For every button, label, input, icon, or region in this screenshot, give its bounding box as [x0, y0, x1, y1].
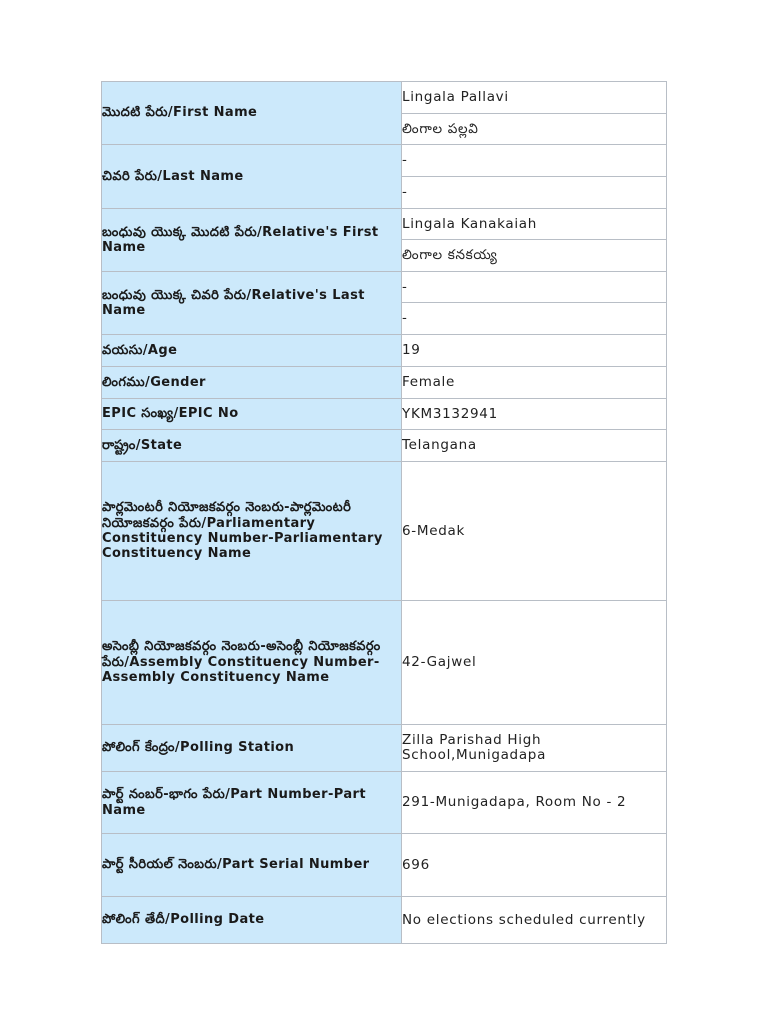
row-label-epic-no: EPIC సంఖ్య/EPIC No: [102, 399, 402, 430]
row-label-polling-station: పోలింగ్ కేంద్రం/Polling Station: [102, 725, 402, 772]
row-label-last-name: చివరి పేరు/Last Name: [102, 145, 402, 209]
row-label-state: రాష్ట్రం/State: [102, 430, 402, 462]
row-value-polling-station: Zilla Parishad High School,Munigadapa: [402, 725, 667, 772]
table-row-assembly-constituency: [102, 601, 667, 725]
row-value-relative-last-name-te: -: [402, 303, 667, 335]
row-value-last-name-en: -: [402, 145, 667, 177]
row-value-relative-first-name-te: లింగాల కనకయ్య: [402, 240, 667, 272]
voter-details-table: [101, 81, 667, 944]
row-label-part-serial-number: పార్ట్ సీరియల్ నెంబరు/Part Serial Number: [102, 834, 402, 897]
table-row-polling-station: [102, 725, 667, 772]
row-value-first-name-en: Lingala Pallavi: [402, 82, 667, 114]
row-value-part-number: 291-Munigadapa, Room No - 2: [402, 772, 667, 834]
row-label-first-name: మొదటి పేరు/First Name: [102, 82, 402, 145]
row-label-relative-last-name: బంధువు యొక్క చివరి పేరు/Relative's Last Name: [102, 272, 402, 335]
row-value-relative-last-name-en: -: [402, 272, 667, 303]
row-label-part-number: పార్ట్ నంబర్-భాగం పేరు/Part Number-Part Name: [102, 772, 402, 834]
table-row-part-number: [102, 772, 667, 834]
table-row-last-name: [102, 145, 667, 177]
row-label-gender: లింగము/Gender: [102, 367, 402, 399]
row-value-polling-date: No elections scheduled currently: [402, 897, 667, 944]
table-row-polling-date: [102, 897, 667, 944]
table-row-relative-first-name: [102, 209, 667, 240]
row-value-part-serial-number: 696: [402, 834, 667, 897]
row-value-assembly-constituency: 42-Gajwel: [402, 601, 667, 725]
row-value-first-name-te: లింగాల పల్లవి: [402, 114, 667, 145]
row-label-assembly-constituency: అసెంబ్లీ నియోజకవర్గం నెంబరు-అసెంబ్లీ నియోజకవర్గం పేరు/Assembly Constituency Number-Assembly Constituency Name: [102, 601, 402, 725]
table-row-epic-no: [102, 399, 667, 430]
row-label-parliamentary-constituency: పార్లమెంటరీ నియోజకవర్గం నెంబరు-పార్లమెంటరీ నియోజకవర్గం పేరు/Parliamentary Constituency Number-Parliamentary Constituency Name: [102, 462, 402, 601]
row-label-relative-first-name: బంధువు యొక్క మొదటి పేరు/Relative's First Name: [102, 209, 402, 272]
table-row-parliamentary-constituency: [102, 462, 667, 601]
row-label-polling-date: పోలింగ్ తేదీ/Polling Date: [102, 897, 402, 944]
row-value-epic-no: YKM3132941: [402, 399, 667, 430]
row-value-parliamentary-constituency: 6-Medak: [402, 462, 667, 601]
row-label-age: వయసు/Age: [102, 335, 402, 367]
table-row-first-name: [102, 82, 667, 114]
row-value-state: Telangana: [402, 430, 667, 462]
table-row-part-serial-number: [102, 834, 667, 897]
row-value-age: 19: [402, 335, 667, 367]
table-row-gender: [102, 367, 667, 399]
row-value-last-name-te: -: [402, 177, 667, 209]
row-value-gender: Female: [402, 367, 667, 399]
table-row-state: [102, 430, 667, 462]
table-row-relative-last-name: [102, 272, 667, 303]
row-value-relative-first-name-en: Lingala Kanakaiah: [402, 209, 667, 240]
table-row-age: [102, 335, 667, 367]
